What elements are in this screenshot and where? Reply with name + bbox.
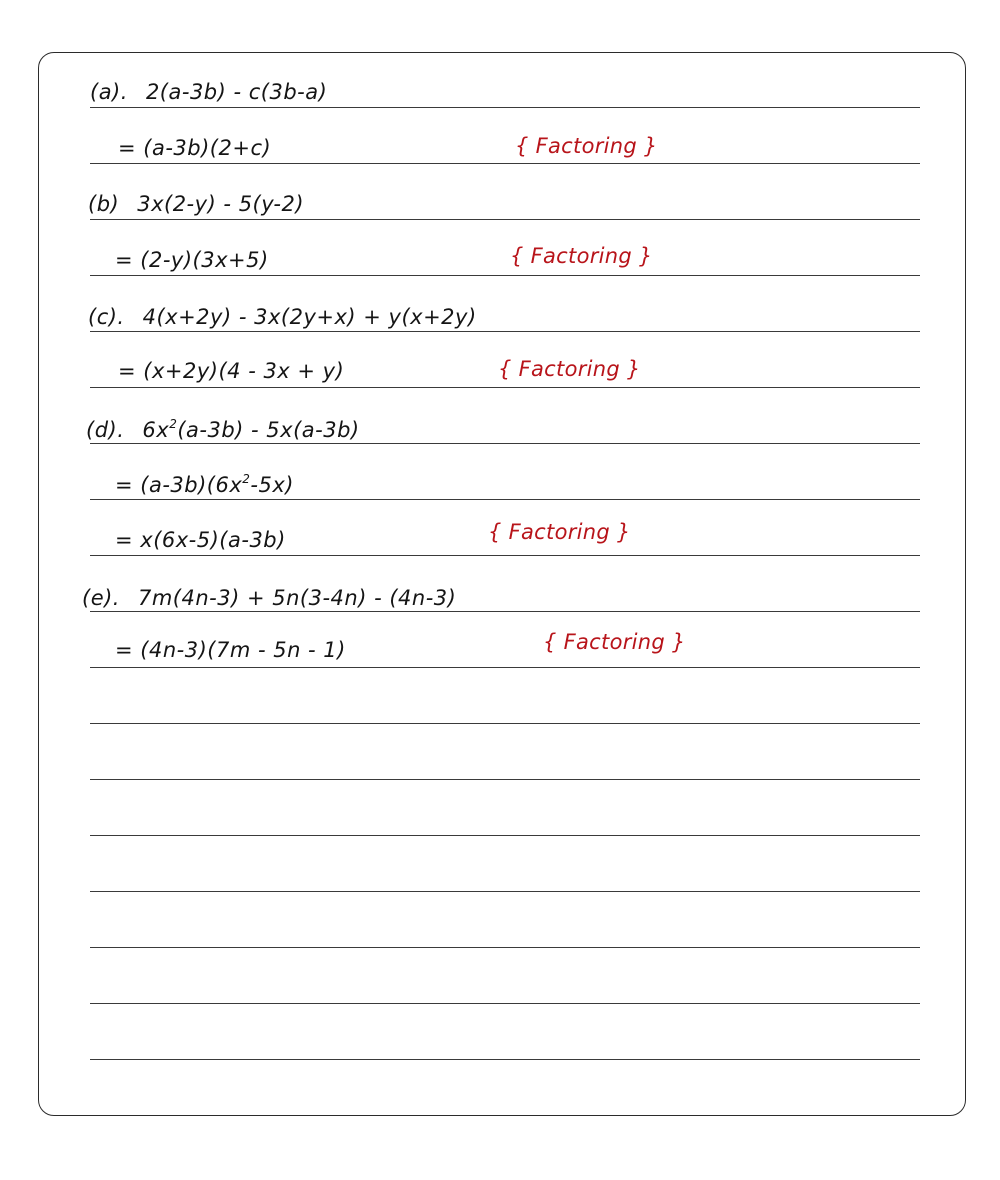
ruled-line xyxy=(90,1059,920,1060)
factoring-note: { Factoring } xyxy=(488,520,631,544)
problem-c xyxy=(88,305,477,329)
ruled-line xyxy=(90,611,920,612)
ruled-line xyxy=(90,947,920,948)
solution-d-step1 xyxy=(115,472,294,497)
ruled-line xyxy=(90,891,920,892)
solution-b xyxy=(115,248,269,272)
problem-label: (e). xyxy=(82,586,120,610)
ruled-line xyxy=(90,555,920,556)
ruled-line xyxy=(90,275,920,276)
expression: 7m(4n-3) + 5n(3-4n) - (4n-3) xyxy=(137,586,457,610)
factoring-note: { Factoring } xyxy=(510,244,653,268)
ruled-line xyxy=(90,107,920,108)
expression-pre: 6x xyxy=(142,418,170,442)
ruled-line xyxy=(90,163,920,164)
ruled-line xyxy=(90,219,920,220)
ruled-line xyxy=(90,499,920,500)
factoring-note: { Factoring } xyxy=(515,134,658,158)
problem-label: (b) xyxy=(88,192,120,216)
expression: = (a-3b)(2+c) xyxy=(118,136,272,160)
expression: = (4n-3)(7m - 5n - 1) xyxy=(115,638,346,662)
ruled-line xyxy=(90,443,920,444)
problem-label: (c). xyxy=(88,305,125,329)
expression-post: (a-3b) - 5x(a-3b) xyxy=(177,418,360,442)
exponent: 2 xyxy=(242,472,251,486)
ruled-line xyxy=(90,1003,920,1004)
exponent: 2 xyxy=(169,417,178,431)
expression: = x(6x-5)(a-3b) xyxy=(115,528,286,552)
expression: = (x+2y)(4 - 3x + y) xyxy=(118,359,345,383)
ruled-line xyxy=(90,835,920,836)
ruled-line xyxy=(90,667,920,668)
expression-post: -5x) xyxy=(250,473,294,497)
expression: = (2-y)(3x+5) xyxy=(115,248,269,272)
factoring-note: { Factoring } xyxy=(543,630,686,654)
solution-e xyxy=(115,638,346,662)
expression: 2(a-3b) - c(3b-a) xyxy=(145,80,328,104)
problem-d xyxy=(86,417,360,442)
solution-a xyxy=(118,136,271,160)
ruled-line xyxy=(90,779,920,780)
ruled-line xyxy=(90,387,920,388)
expression: 4(x+2y) - 3x(2y+x) + y(x+2y) xyxy=(142,305,477,329)
problem-b xyxy=(88,192,304,216)
ruled-line xyxy=(90,331,920,332)
ruled-line xyxy=(90,723,920,724)
problem-label: (d). xyxy=(86,418,125,442)
solution-d-step2 xyxy=(115,528,286,552)
problem-a xyxy=(90,80,327,104)
solution-c xyxy=(118,359,344,383)
expression: 3x(2-y) - 5(y-2) xyxy=(137,192,305,216)
problem-e xyxy=(82,586,456,610)
expression-pre: = (a-3b)(6x xyxy=(115,473,243,497)
problem-label: (a). xyxy=(90,80,128,104)
factoring-note: { Factoring } xyxy=(498,357,641,381)
